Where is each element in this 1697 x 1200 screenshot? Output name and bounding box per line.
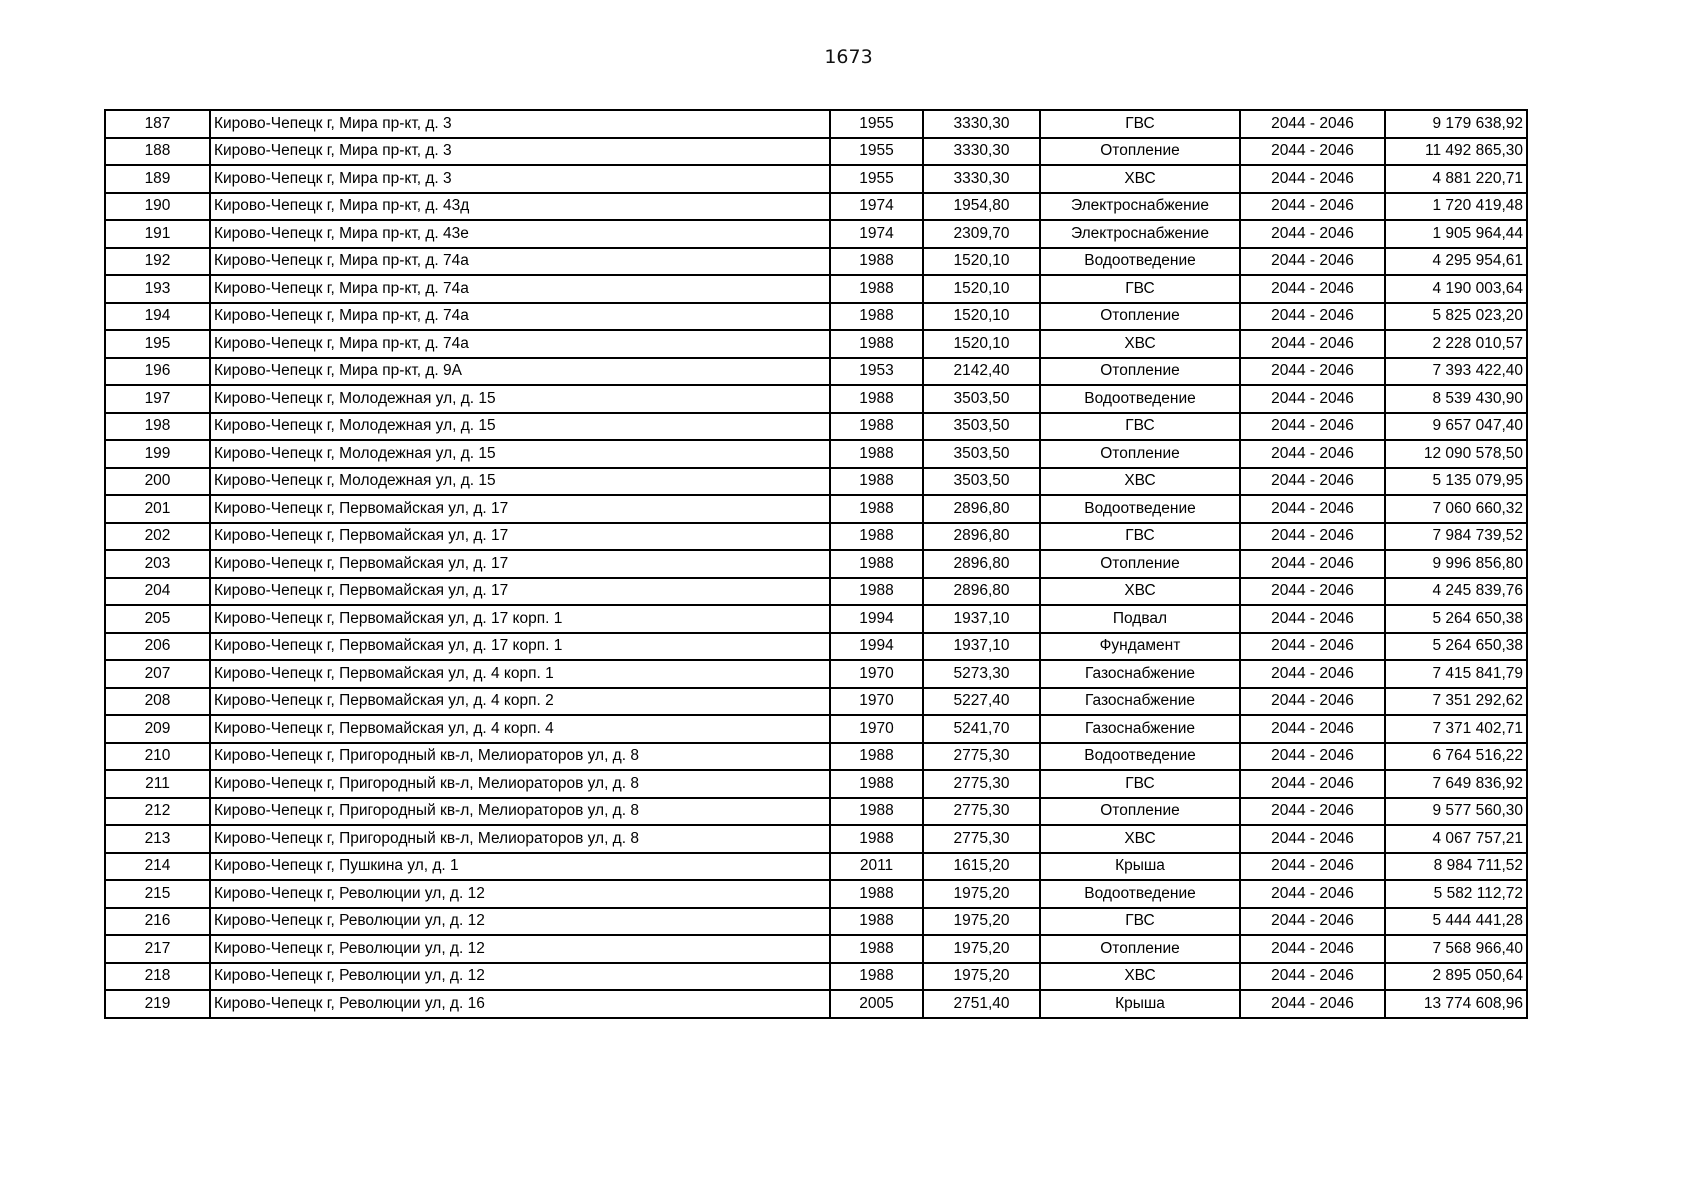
area-cell: 3503,50: [923, 468, 1040, 496]
address-cell: Кирово-Чепецк г, Первомайская ул, д. 17: [210, 550, 830, 578]
area-cell: 1520,10: [923, 303, 1040, 331]
area-cell: 3330,30: [923, 110, 1040, 138]
period-cell: 2044 - 2046: [1240, 550, 1385, 578]
area-cell: 1615,20: [923, 853, 1040, 881]
period-cell: 2044 - 2046: [1240, 578, 1385, 606]
address-cell: Кирово-Чепецк г, Пригородный кв-л, Мелиораторов ул, д. 8: [210, 798, 830, 826]
period-cell: 2044 - 2046: [1240, 220, 1385, 248]
period-cell: 2044 - 2046: [1240, 963, 1385, 991]
area-cell: 1937,10: [923, 605, 1040, 633]
table-row: [105, 413, 1527, 441]
address-cell: Кирово-Чепецк г, Первомайская ул, д. 4 корп. 1: [210, 660, 830, 688]
table-row: [105, 468, 1527, 496]
row-number-cell: 205: [105, 605, 210, 633]
row-number-cell: 195: [105, 330, 210, 358]
work-type-cell: Газоснабжение: [1040, 660, 1240, 688]
area-cell: 2775,30: [923, 743, 1040, 771]
year-cell: 2005: [830, 990, 923, 1018]
year-cell: 1988: [830, 330, 923, 358]
row-number-cell: 210: [105, 743, 210, 771]
cost-cell: 4 067 757,21: [1385, 825, 1527, 853]
period-cell: 2044 - 2046: [1240, 770, 1385, 798]
period-cell: 2044 - 2046: [1240, 688, 1385, 716]
address-cell: Кирово-Чепецк г, Молодежная ул, д. 15: [210, 440, 830, 468]
cost-cell: 4 245 839,76: [1385, 578, 1527, 606]
period-cell: 2044 - 2046: [1240, 138, 1385, 166]
table-row: [105, 193, 1527, 221]
row-number-cell: 192: [105, 248, 210, 276]
work-type-cell: Отопление: [1040, 440, 1240, 468]
area-cell: 3503,50: [923, 413, 1040, 441]
area-cell: 2896,80: [923, 550, 1040, 578]
work-type-cell: ХВС: [1040, 330, 1240, 358]
period-cell: 2044 - 2046: [1240, 468, 1385, 496]
period-cell: 2044 - 2046: [1240, 935, 1385, 963]
year-cell: 1988: [830, 935, 923, 963]
row-number-cell: 190: [105, 193, 210, 221]
work-type-cell: ГВС: [1040, 413, 1240, 441]
address-cell: Кирово-Чепецк г, Революции ул, д. 12: [210, 935, 830, 963]
table-row: [105, 440, 1527, 468]
area-cell: 2896,80: [923, 523, 1040, 551]
year-cell: 1994: [830, 633, 923, 661]
work-type-cell: ХВС: [1040, 165, 1240, 193]
area-cell: 5241,70: [923, 715, 1040, 743]
work-type-cell: Отопление: [1040, 550, 1240, 578]
work-type-cell: Водоотведение: [1040, 248, 1240, 276]
period-cell: 2044 - 2046: [1240, 110, 1385, 138]
row-number-cell: 218: [105, 963, 210, 991]
page-number: 1673: [824, 46, 873, 68]
row-number-cell: 219: [105, 990, 210, 1018]
year-cell: 1988: [830, 248, 923, 276]
area-cell: 2896,80: [923, 578, 1040, 606]
cost-cell: 2 895 050,64: [1385, 963, 1527, 991]
table-row: [105, 963, 1527, 991]
area-cell: 2309,70: [923, 220, 1040, 248]
work-type-cell: ГВС: [1040, 110, 1240, 138]
work-type-cell: Крыша: [1040, 853, 1240, 881]
year-cell: 1988: [830, 385, 923, 413]
year-cell: 1988: [830, 880, 923, 908]
area-cell: 3330,30: [923, 165, 1040, 193]
year-cell: 1970: [830, 660, 923, 688]
cost-cell: 9 179 638,92: [1385, 110, 1527, 138]
address-cell: Кирово-Чепецк г, Первомайская ул, д. 17: [210, 495, 830, 523]
address-cell: Кирово-Чепецк г, Мира пр-кт, д. 3: [210, 165, 830, 193]
area-cell: 2775,30: [923, 825, 1040, 853]
address-cell: Кирово-Чепецк г, Мира пр-кт, д. 74а: [210, 248, 830, 276]
area-cell: 2775,30: [923, 770, 1040, 798]
work-type-cell: ГВС: [1040, 523, 1240, 551]
address-cell: Кирово-Чепецк г, Первомайская ул, д. 4 корп. 2: [210, 688, 830, 716]
address-cell: Кирово-Чепецк г, Молодежная ул, д. 15: [210, 385, 830, 413]
year-cell: 1988: [830, 963, 923, 991]
year-cell: 1988: [830, 303, 923, 331]
area-cell: 1975,20: [923, 880, 1040, 908]
period-cell: 2044 - 2046: [1240, 303, 1385, 331]
cost-cell: 7 351 292,62: [1385, 688, 1527, 716]
period-cell: 2044 - 2046: [1240, 743, 1385, 771]
work-type-cell: Водоотведение: [1040, 495, 1240, 523]
cost-cell: 12 090 578,50: [1385, 440, 1527, 468]
cost-cell: 9 577 560,30: [1385, 798, 1527, 826]
cost-cell: 8 984 711,52: [1385, 853, 1527, 881]
table-row: [105, 248, 1527, 276]
table-row: [105, 523, 1527, 551]
cost-cell: 7 984 739,52: [1385, 523, 1527, 551]
year-cell: 1955: [830, 165, 923, 193]
year-cell: 2011: [830, 853, 923, 881]
table-row: [105, 935, 1527, 963]
table-row: [105, 990, 1527, 1018]
work-type-cell: ГВС: [1040, 908, 1240, 936]
period-cell: 2044 - 2046: [1240, 248, 1385, 276]
address-cell: Кирово-Чепецк г, Первомайская ул, д. 17 корп. 1: [210, 605, 830, 633]
cost-cell: 7 060 660,32: [1385, 495, 1527, 523]
table-row: [105, 138, 1527, 166]
work-type-cell: ГВС: [1040, 770, 1240, 798]
row-number-cell: 189: [105, 165, 210, 193]
table-row: [105, 358, 1527, 386]
cost-cell: 1 905 964,44: [1385, 220, 1527, 248]
period-cell: 2044 - 2046: [1240, 853, 1385, 881]
year-cell: 1994: [830, 605, 923, 633]
year-cell: 1970: [830, 688, 923, 716]
row-number-cell: 215: [105, 880, 210, 908]
period-cell: 2044 - 2046: [1240, 330, 1385, 358]
year-cell: 1988: [830, 413, 923, 441]
table-row: [105, 660, 1527, 688]
area-cell: 5273,30: [923, 660, 1040, 688]
table-row: [105, 770, 1527, 798]
work-type-cell: Отопление: [1040, 303, 1240, 331]
cost-cell: 5 825 023,20: [1385, 303, 1527, 331]
area-cell: 2751,40: [923, 990, 1040, 1018]
work-type-cell: Водоотведение: [1040, 880, 1240, 908]
area-cell: 3503,50: [923, 440, 1040, 468]
row-number-cell: 202: [105, 523, 210, 551]
cost-cell: 9 996 856,80: [1385, 550, 1527, 578]
address-cell: Кирово-Чепецк г, Первомайская ул, д. 17: [210, 578, 830, 606]
row-number-cell: 197: [105, 385, 210, 413]
cost-cell: 5 264 650,38: [1385, 633, 1527, 661]
table-row: [105, 303, 1527, 331]
row-number-cell: 211: [105, 770, 210, 798]
area-cell: 1975,20: [923, 935, 1040, 963]
cost-cell: 13 774 608,96: [1385, 990, 1527, 1018]
cost-cell: 5 264 650,38: [1385, 605, 1527, 633]
year-cell: 1988: [830, 770, 923, 798]
cost-cell: 7 371 402,71: [1385, 715, 1527, 743]
area-cell: 1954,80: [923, 193, 1040, 221]
address-cell: Кирово-Чепецк г, Мира пр-кт, д. 9А: [210, 358, 830, 386]
area-cell: 3503,50: [923, 385, 1040, 413]
work-type-cell: Крыша: [1040, 990, 1240, 1018]
period-cell: 2044 - 2046: [1240, 523, 1385, 551]
cost-cell: 9 657 047,40: [1385, 413, 1527, 441]
period-cell: 2044 - 2046: [1240, 633, 1385, 661]
work-type-cell: ХВС: [1040, 578, 1240, 606]
period-cell: 2044 - 2046: [1240, 798, 1385, 826]
year-cell: 1988: [830, 908, 923, 936]
table-row: [105, 743, 1527, 771]
period-cell: 2044 - 2046: [1240, 358, 1385, 386]
row-number-cell: 212: [105, 798, 210, 826]
cost-cell: 7 393 422,40: [1385, 358, 1527, 386]
period-cell: 2044 - 2046: [1240, 880, 1385, 908]
period-cell: 2044 - 2046: [1240, 660, 1385, 688]
year-cell: 1988: [830, 578, 923, 606]
table-row: [105, 330, 1527, 358]
work-type-cell: Электроснабжение: [1040, 220, 1240, 248]
work-type-cell: Электроснабжение: [1040, 193, 1240, 221]
area-cell: 1975,20: [923, 963, 1040, 991]
table-body: [105, 110, 1527, 1018]
address-cell: Кирово-Чепецк г, Революции ул, д. 16: [210, 990, 830, 1018]
work-type-cell: ХВС: [1040, 825, 1240, 853]
period-cell: 2044 - 2046: [1240, 990, 1385, 1018]
row-number-cell: 191: [105, 220, 210, 248]
cost-cell: 4 190 003,64: [1385, 275, 1527, 303]
row-number-cell: 213: [105, 825, 210, 853]
work-type-cell: Газоснабжение: [1040, 715, 1240, 743]
year-cell: 1974: [830, 193, 923, 221]
work-type-cell: Отопление: [1040, 138, 1240, 166]
address-cell: Кирово-Чепецк г, Пригородный кв-л, Мелиораторов ул, д. 8: [210, 770, 830, 798]
table-row: [105, 220, 1527, 248]
period-cell: 2044 - 2046: [1240, 605, 1385, 633]
work-type-cell: Отопление: [1040, 935, 1240, 963]
row-number-cell: 198: [105, 413, 210, 441]
table-row: [105, 110, 1527, 138]
table-row: [105, 825, 1527, 853]
work-type-cell: ХВС: [1040, 963, 1240, 991]
area-cell: 1520,10: [923, 248, 1040, 276]
year-cell: 1988: [830, 468, 923, 496]
work-type-cell: Газоснабжение: [1040, 688, 1240, 716]
row-number-cell: 208: [105, 688, 210, 716]
area-cell: 1937,10: [923, 633, 1040, 661]
area-cell: 2775,30: [923, 798, 1040, 826]
area-cell: 1975,20: [923, 908, 1040, 936]
cost-cell: 5 444 441,28: [1385, 908, 1527, 936]
table-row: [105, 908, 1527, 936]
cost-cell: 4 881 220,71: [1385, 165, 1527, 193]
period-cell: 2044 - 2046: [1240, 413, 1385, 441]
address-cell: Кирово-Чепецк г, Революции ул, д. 12: [210, 908, 830, 936]
year-cell: 1988: [830, 550, 923, 578]
area-cell: 2896,80: [923, 495, 1040, 523]
table-row: [105, 853, 1527, 881]
row-number-cell: 216: [105, 908, 210, 936]
cost-cell: 7 415 841,79: [1385, 660, 1527, 688]
table-row: [105, 880, 1527, 908]
row-number-cell: 194: [105, 303, 210, 331]
period-cell: 2044 - 2046: [1240, 715, 1385, 743]
row-number-cell: 193: [105, 275, 210, 303]
cost-cell: 4 295 954,61: [1385, 248, 1527, 276]
year-cell: 1988: [830, 825, 923, 853]
cost-cell: 6 764 516,22: [1385, 743, 1527, 771]
row-number-cell: 217: [105, 935, 210, 963]
address-cell: Кирово-Чепецк г, Революции ул, д. 12: [210, 963, 830, 991]
address-cell: Кирово-Чепецк г, Пригородный кв-л, Мелиораторов ул, д. 8: [210, 743, 830, 771]
cost-cell: 8 539 430,90: [1385, 385, 1527, 413]
cost-cell: 7 649 836,92: [1385, 770, 1527, 798]
address-cell: Кирово-Чепецк г, Мира пр-кт, д. 3: [210, 138, 830, 166]
address-cell: Кирово-Чепецк г, Первомайская ул, д. 17: [210, 523, 830, 551]
address-cell: Кирово-Чепецк г, Мира пр-кт, д. 74а: [210, 330, 830, 358]
period-cell: 2044 - 2046: [1240, 495, 1385, 523]
table-row: [105, 605, 1527, 633]
area-cell: 1520,10: [923, 330, 1040, 358]
cost-cell: 5 582 112,72: [1385, 880, 1527, 908]
year-cell: 1988: [830, 275, 923, 303]
period-cell: 2044 - 2046: [1240, 165, 1385, 193]
row-number-cell: 207: [105, 660, 210, 688]
table-row: [105, 798, 1527, 826]
period-cell: 2044 - 2046: [1240, 908, 1385, 936]
year-cell: 1955: [830, 138, 923, 166]
cost-cell: 11 492 865,30: [1385, 138, 1527, 166]
work-type-cell: Отопление: [1040, 798, 1240, 826]
work-type-cell: Подвал: [1040, 605, 1240, 633]
table-row: [105, 385, 1527, 413]
year-cell: 1974: [830, 220, 923, 248]
address-cell: Кирово-Чепецк г, Первомайская ул, д. 17 корп. 1: [210, 633, 830, 661]
row-number-cell: 204: [105, 578, 210, 606]
year-cell: 1955: [830, 110, 923, 138]
repair-schedule-table: [104, 109, 1528, 1019]
period-cell: 2044 - 2046: [1240, 193, 1385, 221]
cost-cell: 1 720 419,48: [1385, 193, 1527, 221]
work-type-cell: Отопление: [1040, 358, 1240, 386]
work-type-cell: ГВС: [1040, 275, 1240, 303]
period-cell: 2044 - 2046: [1240, 385, 1385, 413]
row-number-cell: 214: [105, 853, 210, 881]
row-number-cell: 203: [105, 550, 210, 578]
year-cell: 1988: [830, 495, 923, 523]
address-cell: Кирово-Чепецк г, Революции ул, д. 12: [210, 880, 830, 908]
area-cell: 5227,40: [923, 688, 1040, 716]
row-number-cell: 200: [105, 468, 210, 496]
work-type-cell: Водоотведение: [1040, 385, 1240, 413]
table-row: [105, 495, 1527, 523]
address-cell: Кирово-Чепецк г, Мира пр-кт, д. 74а: [210, 303, 830, 331]
year-cell: 1988: [830, 743, 923, 771]
row-number-cell: 209: [105, 715, 210, 743]
year-cell: 1953: [830, 358, 923, 386]
year-cell: 1988: [830, 523, 923, 551]
address-cell: Кирово-Чепецк г, Молодежная ул, д. 15: [210, 413, 830, 441]
row-number-cell: 201: [105, 495, 210, 523]
work-type-cell: Водоотведение: [1040, 743, 1240, 771]
area-cell: 1520,10: [923, 275, 1040, 303]
address-cell: Кирово-Чепецк г, Первомайская ул, д. 4 корп. 4: [210, 715, 830, 743]
year-cell: 1988: [830, 440, 923, 468]
address-cell: Кирово-Чепецк г, Мира пр-кт, д. 43д: [210, 193, 830, 221]
table-row: [105, 688, 1527, 716]
address-cell: Кирово-Чепецк г, Пушкина ул, д. 1: [210, 853, 830, 881]
row-number-cell: 196: [105, 358, 210, 386]
address-cell: Кирово-Чепецк г, Молодежная ул, д. 15: [210, 468, 830, 496]
address-cell: Кирово-Чепецк г, Мира пр-кт, д. 43е: [210, 220, 830, 248]
table-row: [105, 275, 1527, 303]
cost-cell: 2 228 010,57: [1385, 330, 1527, 358]
area-cell: 2142,40: [923, 358, 1040, 386]
year-cell: 1988: [830, 798, 923, 826]
row-number-cell: 206: [105, 633, 210, 661]
row-number-cell: 199: [105, 440, 210, 468]
row-number-cell: 188: [105, 138, 210, 166]
table-row: [105, 165, 1527, 193]
table-row: [105, 550, 1527, 578]
work-type-cell: Фундамент: [1040, 633, 1240, 661]
period-cell: 2044 - 2046: [1240, 825, 1385, 853]
address-cell: Кирово-Чепецк г, Пригородный кв-л, Мелиораторов ул, д. 8: [210, 825, 830, 853]
row-number-cell: 187: [105, 110, 210, 138]
area-cell: 3330,30: [923, 138, 1040, 166]
address-cell: Кирово-Чепецк г, Мира пр-кт, д. 74а: [210, 275, 830, 303]
year-cell: 1970: [830, 715, 923, 743]
period-cell: 2044 - 2046: [1240, 440, 1385, 468]
period-cell: 2044 - 2046: [1240, 275, 1385, 303]
table-row: [105, 633, 1527, 661]
table-row: [105, 578, 1527, 606]
cost-cell: 5 135 079,95: [1385, 468, 1527, 496]
address-cell: Кирово-Чепецк г, Мира пр-кт, д. 3: [210, 110, 830, 138]
table-row: [105, 715, 1527, 743]
cost-cell: 7 568 966,40: [1385, 935, 1527, 963]
work-type-cell: ХВС: [1040, 468, 1240, 496]
